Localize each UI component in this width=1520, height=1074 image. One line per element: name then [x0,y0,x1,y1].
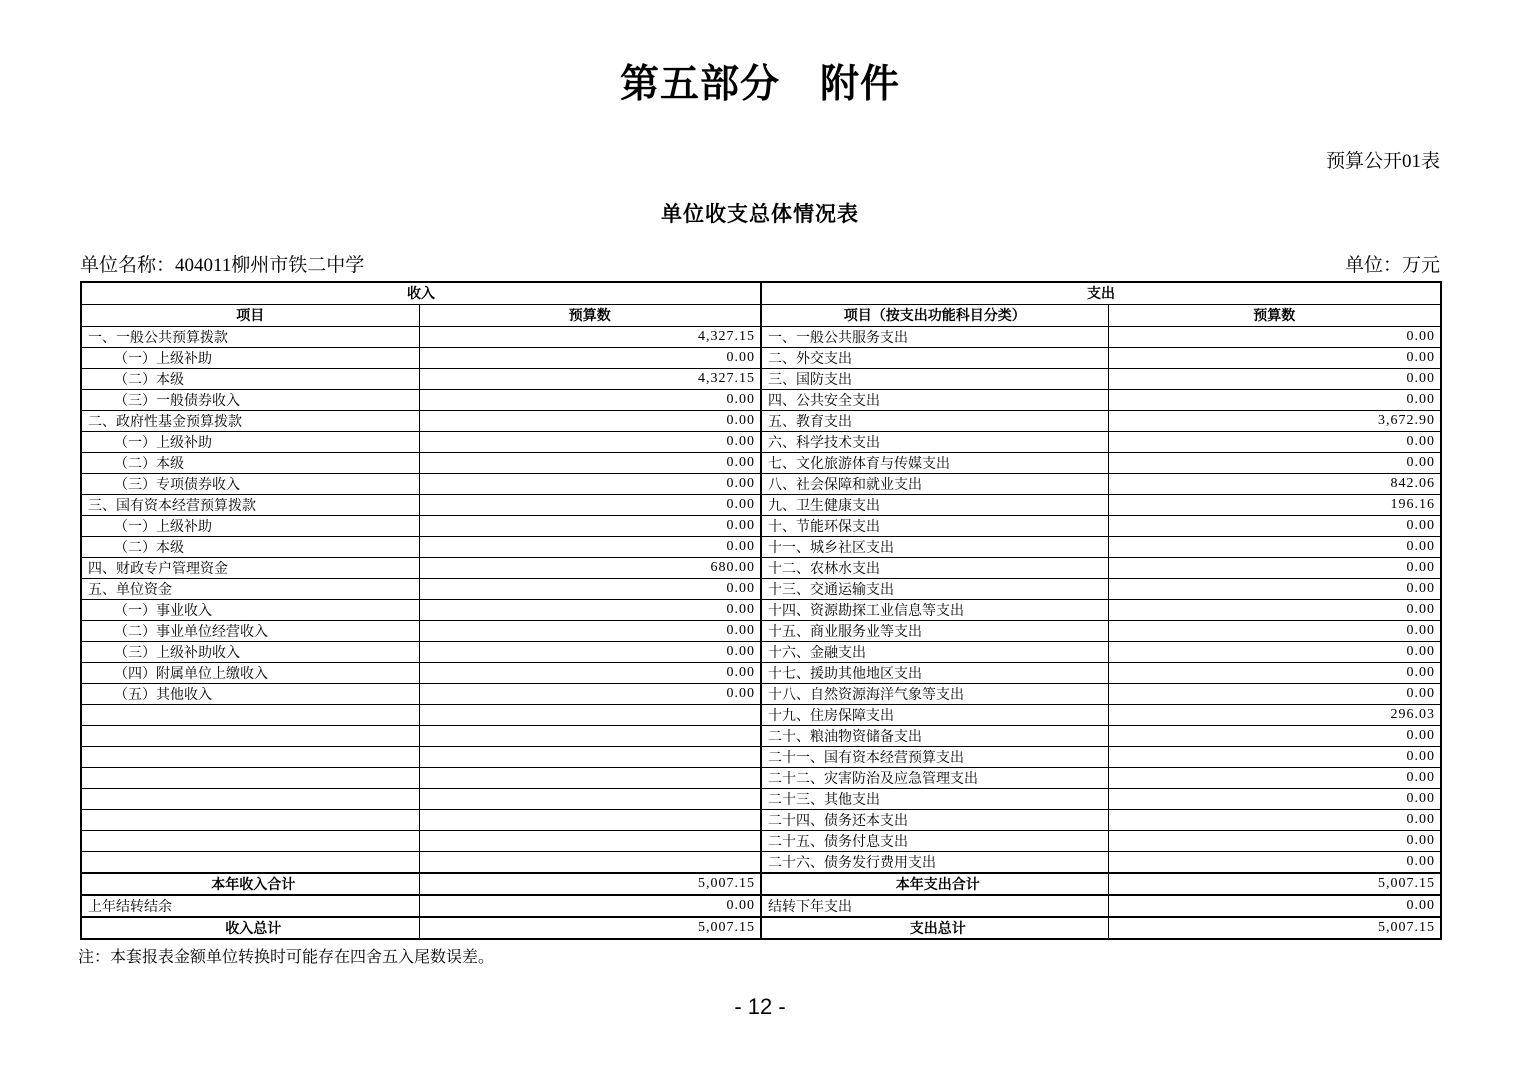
income-item-cell: （二）本级 [81,452,419,473]
income-budget-col-header: 预算数 [419,304,761,326]
expense-value-cell: 0.00 [1108,725,1441,746]
expense-value-cell: 0.00 [1108,895,1441,917]
table-row [81,873,1441,895]
expense-item-cell: 七、文化旅游体育与传媒支出 [761,452,1108,473]
expense-item-cell: 五、教育支出 [761,410,1108,431]
expense-value-cell: 0.00 [1108,347,1441,368]
income-value-cell: 0.00 [419,494,761,515]
income-item-cell [81,830,419,851]
table-meta-row [80,254,1440,278]
table-row [81,578,1441,599]
table-row [81,452,1441,473]
expense-value-cell: 842.06 [1108,473,1441,494]
income-value-cell: 0.00 [419,410,761,431]
table-row [81,725,1441,746]
income-value-cell [419,830,761,851]
expense-value-cell: 0.00 [1108,788,1441,809]
expense-item-cell: 十、节能环保支出 [761,515,1108,536]
income-value-cell: 0.00 [419,347,761,368]
income-item-cell: （三）专项债券收入 [81,473,419,494]
income-value-cell: 5,007.15 [419,873,761,895]
table-row [81,410,1441,431]
income-item-cell: 二、政府性基金预算拨款 [81,410,419,431]
expense-value-cell: 0.00 [1108,578,1441,599]
income-item-cell: 三、国有资本经营预算拨款 [81,494,419,515]
expense-value-cell: 0.00 [1108,683,1441,704]
income-value-cell: 4,327.15 [419,326,761,347]
table-row [81,620,1441,641]
income-value-cell: 4,327.15 [419,368,761,389]
page-title: 第五部分 附件 [619,63,900,106]
section-header-row [81,282,1441,304]
expense-item-cell: 一、一般公共服务支出 [761,326,1108,347]
expense-value-cell: 0.00 [1108,830,1441,851]
table-row [81,746,1441,767]
income-value-cell [419,809,761,830]
income-value-cell: 0.00 [419,620,761,641]
income-value-cell: 0.00 [419,536,761,557]
unit-of-measure: 单位：万元 [1344,255,1440,276]
income-item-cell: （三）一般债券收入 [81,389,419,410]
income-value-cell: 0.00 [419,895,761,917]
expense-section-header: 支出 [761,282,1441,304]
income-value-cell [419,788,761,809]
expense-value-cell: 0.00 [1108,746,1441,767]
income-item-cell [81,725,419,746]
expense-item-cell: 结转下年支出 [761,895,1108,917]
table-row [81,515,1441,536]
expense-item-cell: 二十五、债务付息支出 [761,830,1108,851]
expense-item-cell: 十一、城乡社区支出 [761,536,1108,557]
table-row [81,326,1441,347]
income-value-cell [419,746,761,767]
income-value-cell: 0.00 [419,599,761,620]
income-item-cell: （三）上级补助收入 [81,641,419,662]
expense-item-cell: 二十四、债务还本支出 [761,809,1108,830]
income-item-cell [81,767,419,788]
income-item-cell: 本年收入合计 [81,873,419,895]
column-header-row [81,304,1441,326]
expense-item-cell: 九、卫生健康支出 [761,494,1108,515]
expense-value-cell: 5,007.15 [1108,873,1441,895]
expense-item-cell: 六、科学技术支出 [761,431,1108,452]
expense-item-cell: 八、社会保障和就业支出 [761,473,1108,494]
table-row [81,851,1441,873]
expense-item-cell: 四、公共安全支出 [761,389,1108,410]
income-value-cell: 0.00 [419,578,761,599]
table-row [81,641,1441,662]
expense-value-cell: 0.00 [1108,641,1441,662]
page-number: - 12 - [734,993,786,1019]
expense-value-cell: 0.00 [1108,368,1441,389]
income-item-cell: 四、财政专户管理资金 [81,557,419,578]
income-item-cell: 上年结转结余 [81,895,419,917]
expense-value-cell: 296.03 [1108,704,1441,725]
income-value-cell: 5,007.15 [419,917,761,939]
table-row [81,895,1441,917]
income-value-cell [419,704,761,725]
income-item-cell: （二）本级 [81,536,419,557]
expense-item-cell: 十五、商业服务业等支出 [761,620,1108,641]
income-item-cell: （一）上级补助 [81,431,419,452]
expense-value-cell: 0.00 [1108,536,1441,557]
expense-item-cell: 本年支出合计 [761,873,1108,895]
form-number-label: 预算公开01表 [1325,151,1440,172]
table-row [81,917,1441,939]
expense-item-cell: 十四、资源勘探工业信息等支出 [761,599,1108,620]
expense-value-cell: 0.00 [1108,851,1441,873]
income-value-cell: 0.00 [419,431,761,452]
income-item-cell: 收入总计 [81,917,419,939]
table-row [81,809,1441,830]
expense-value-cell: 5,007.15 [1108,917,1441,939]
table-row [81,704,1441,725]
expense-item-cell: 十二、农林水支出 [761,557,1108,578]
income-item-cell [81,746,419,767]
expense-value-cell: 0.00 [1108,326,1441,347]
income-item-cell: （一）上级补助 [81,347,419,368]
income-value-cell: 0.00 [419,662,761,683]
expense-value-cell: 0.00 [1108,557,1441,578]
table-row [81,473,1441,494]
income-item-col-header: 项目 [81,304,419,326]
income-value-cell: 0.00 [419,683,761,704]
expense-item-cell: 二十、粮油物资储备支出 [761,725,1108,746]
income-value-cell: 0.00 [419,473,761,494]
income-item-cell [81,851,419,873]
expense-item-col-header: 项目（按支出功能科目分类） [761,304,1108,326]
table-row [81,683,1441,704]
income-item-cell [81,788,419,809]
income-value-cell [419,725,761,746]
income-item-cell: （二）事业单位经营收入 [81,620,419,641]
expense-item-cell: 三、国防支出 [761,368,1108,389]
expense-item-cell: 二、外交支出 [761,347,1108,368]
budget-table [80,281,1442,940]
expense-value-cell: 0.00 [1108,431,1441,452]
expense-value-cell: 3,672.90 [1108,410,1441,431]
expense-value-cell: 0.00 [1108,620,1441,641]
expense-budget-col-header: 预算数 [1108,304,1441,326]
expense-value-cell: 0.00 [1108,767,1441,788]
table-row [81,431,1441,452]
expense-item-cell: 二十一、国有资本经营预算支出 [761,746,1108,767]
table-row [81,767,1441,788]
budget-table-body [81,326,1441,939]
footnote: 注：本套报表金额单位转换时可能存在四舍五入尾数误差。 [78,948,495,966]
expense-value-cell: 0.00 [1108,599,1441,620]
expense-item-cell: 二十二、灾害防治及应急管理支出 [761,767,1108,788]
expense-item-cell: 十六、金融支出 [761,641,1108,662]
table-row [81,347,1441,368]
table-row [81,599,1441,620]
expense-item-cell: 二十六、债务发行费用支出 [761,851,1108,873]
income-value-cell: 0.00 [419,452,761,473]
table-row [81,662,1441,683]
expense-item-cell: 十八、自然资源海洋气象等支出 [761,683,1108,704]
income-value-cell: 0.00 [419,515,761,536]
expense-item-cell: 十三、交通运输支出 [761,578,1108,599]
income-item-cell [81,809,419,830]
income-item-cell: 五、单位资金 [81,578,419,599]
unit-name: 单位名称：404011柳州市铁二中学 [80,255,365,276]
income-section-header: 收入 [81,282,761,304]
income-value-cell: 680.00 [419,557,761,578]
expense-item-cell: 二十三、其他支出 [761,788,1108,809]
expense-item-cell: 十九、住房保障支出 [761,704,1108,725]
table-row [81,368,1441,389]
income-value-cell [419,767,761,788]
income-item-cell: （一）事业收入 [81,599,419,620]
income-value-cell: 0.00 [419,641,761,662]
expense-value-cell: 0.00 [1108,809,1441,830]
expense-value-cell: 0.00 [1108,662,1441,683]
expense-item-cell: 支出总计 [761,917,1108,939]
expense-value-cell: 0.00 [1108,515,1441,536]
income-item-cell: （一）上级补助 [81,515,419,536]
expense-item-cell: 十七、援助其他地区支出 [761,662,1108,683]
table-row [81,830,1441,851]
expense-value-cell: 0.00 [1108,452,1441,473]
table-row [81,788,1441,809]
income-item-cell [81,704,419,725]
income-item-cell: （五）其他收入 [81,683,419,704]
table-row [81,389,1441,410]
table-row [81,536,1441,557]
income-value-cell: 0.00 [419,389,761,410]
table-row [81,557,1441,578]
expense-value-cell: 0.00 [1108,389,1441,410]
expense-value-cell: 196.16 [1108,494,1441,515]
income-item-cell: （四）附属单位上缴收入 [81,662,419,683]
table-row [81,494,1441,515]
income-item-cell: （二）本级 [81,368,419,389]
table-title: 单位收支总体情况表 [661,203,859,226]
income-item-cell: 一、一般公共预算拨款 [81,326,419,347]
income-value-cell [419,851,761,873]
